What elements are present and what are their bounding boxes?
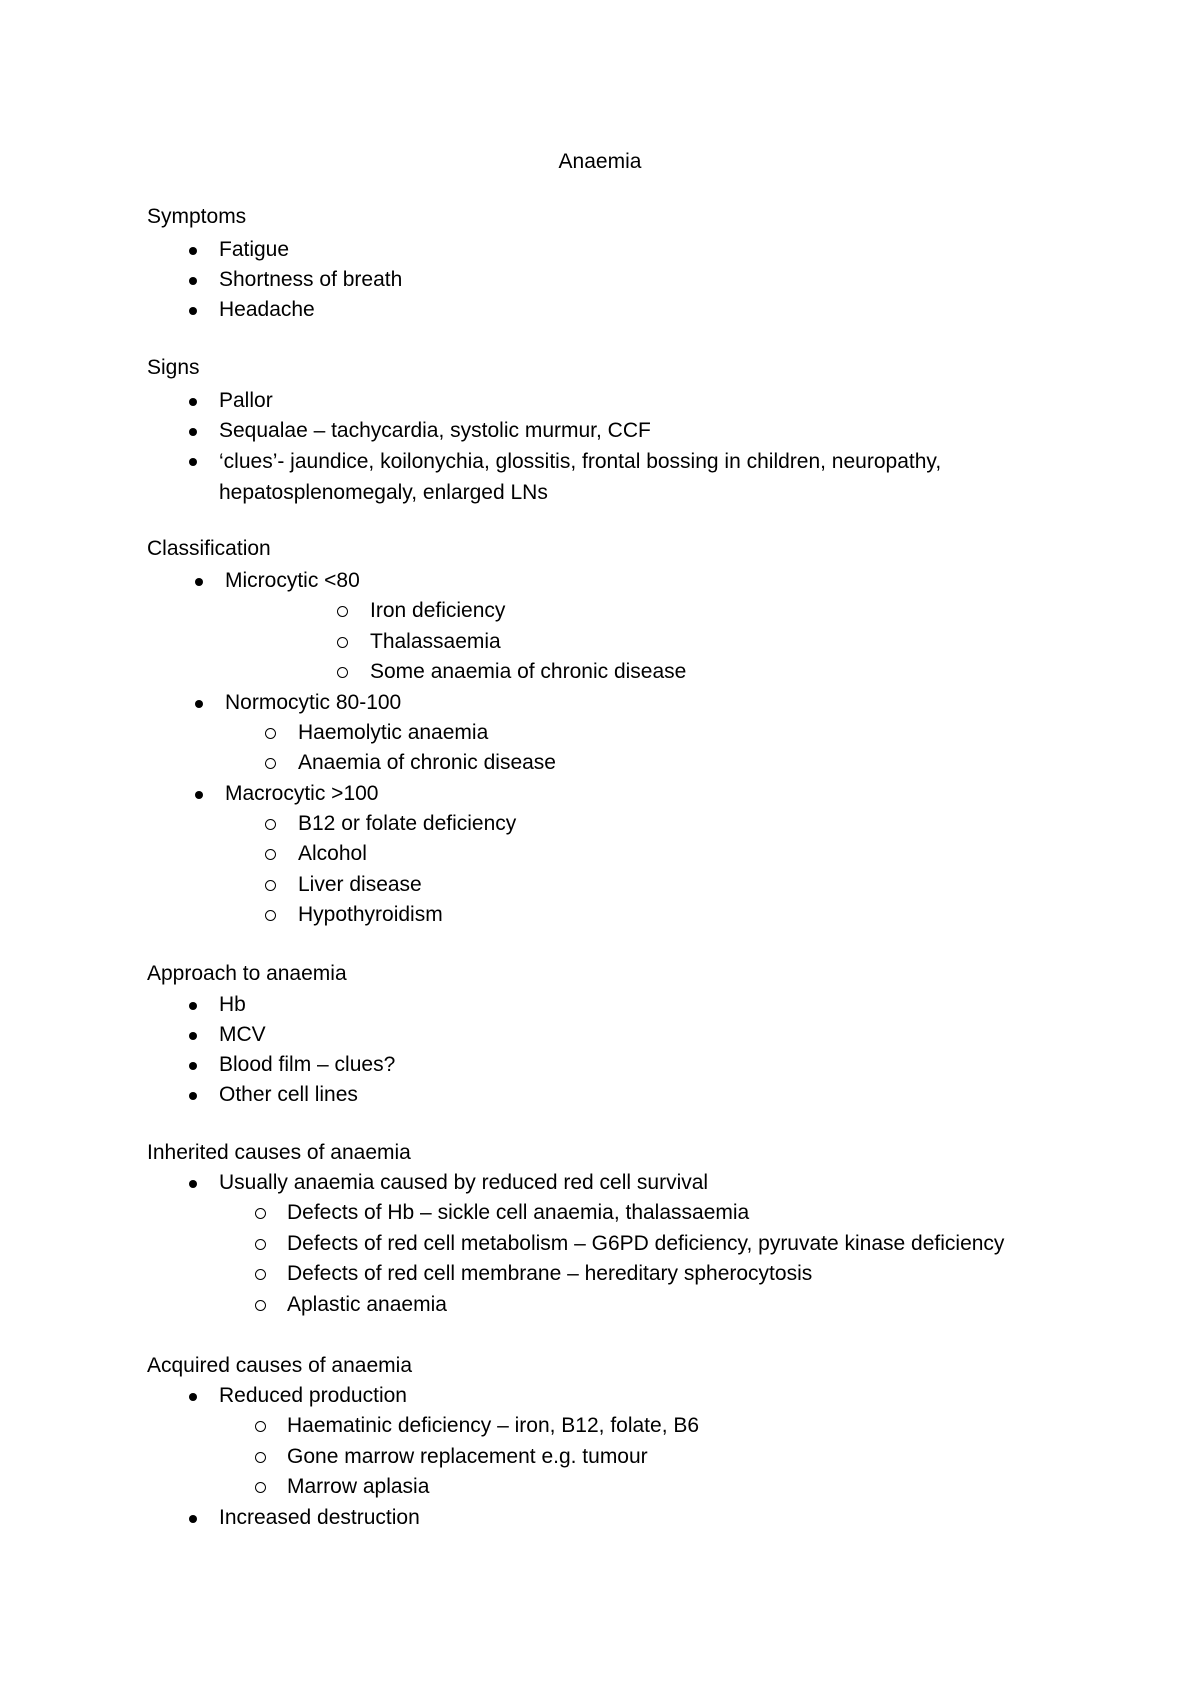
classification-heading: Classification <box>147 537 271 560</box>
list-item-label: Usually anaemia caused by reduced red cell survival <box>219 1171 709 1194</box>
list-item <box>153 779 758 931</box>
list-item: Shortness of breath <box>147 265 402 295</box>
list-item: Hb <box>147 990 395 1020</box>
sub-list-item: Liver disease <box>153 870 686 901</box>
sub-list-item: Anaemia of chronic disease <box>153 748 686 779</box>
signs-heading: Signs <box>147 356 200 379</box>
acquired-heading: Acquired causes of anaemia <box>147 1354 412 1377</box>
classification-list <box>153 566 758 931</box>
sub-list-item: Aplastic anaemia <box>147 1290 1004 1321</box>
sub-list-item: Some anaemia of chronic disease <box>225 657 686 688</box>
symptoms-heading: Symptoms <box>147 205 247 228</box>
list-item: Fatigue <box>147 235 402 265</box>
inherited-heading: Inherited causes of anaemia <box>147 1141 411 1164</box>
list-item <box>147 1381 771 1503</box>
list-item-label: Reduced production <box>219 1384 407 1407</box>
list-item: Blood film – clues? <box>147 1050 395 1080</box>
sub-list-item: Gone marrow replacement e.g. tumour <box>147 1442 699 1473</box>
list-item: Pallor <box>147 386 1047 416</box>
page-title: Anaemia <box>558 150 642 173</box>
acquired-list <box>147 1381 771 1533</box>
list-item: Headache <box>147 295 402 325</box>
sub-list-item: Defects of red cell membrane – hereditary spherocytosis <box>147 1259 1004 1290</box>
symptoms-list <box>147 235 402 325</box>
sub-list-item: Defects of Hb – sickle cell anaemia, thalassaemia <box>147 1198 1004 1229</box>
list-item <box>153 566 758 688</box>
sub-list-item: Iron deficiency <box>225 596 686 627</box>
list-item-label: Increased destruction <box>219 1505 420 1529</box>
list-item <box>147 1503 771 1533</box>
inherited-list <box>147 1168 1076 1320</box>
list-item: Other cell lines <box>147 1080 395 1110</box>
sub-list-item: Haemolytic anaemia <box>153 718 686 749</box>
list-item: ‘clues’- jaundice, koilonychia, glossitis, frontal bossing in children, neuropathy, hepatosplenomegaly, enlarged LNs <box>147 446 1047 508</box>
approach-heading: Approach to anaemia <box>147 962 347 985</box>
list-item-label: Microcytic <80 <box>225 569 360 592</box>
sub-list-item: Thalassaemia <box>225 627 686 658</box>
approach-list <box>147 990 395 1110</box>
list-item: Sequalae – tachycardia, systolic murmur, CCF <box>147 416 1047 446</box>
list-item: MCV <box>147 1020 395 1050</box>
list-item-label: Macrocytic >100 <box>225 781 379 805</box>
list-item-label: Normocytic 80-100 <box>225 690 402 714</box>
signs-list <box>147 386 1047 508</box>
list-item <box>153 688 758 779</box>
sub-list-item: Haematinic deficiency – iron, B12, folate, B6 <box>147 1411 699 1442</box>
sub-list-item: Marrow aplasia <box>147 1472 699 1503</box>
sub-list-item: Defects of red cell metabolism – G6PD deficiency, pyruvate kinase deficiency <box>147 1229 1004 1260</box>
sub-list-item: Alcohol <box>153 839 686 870</box>
sub-list-item: Hypothyroidism <box>153 900 686 931</box>
list-item <box>147 1168 1076 1320</box>
sub-list-item: B12 or folate deficiency <box>153 809 686 840</box>
